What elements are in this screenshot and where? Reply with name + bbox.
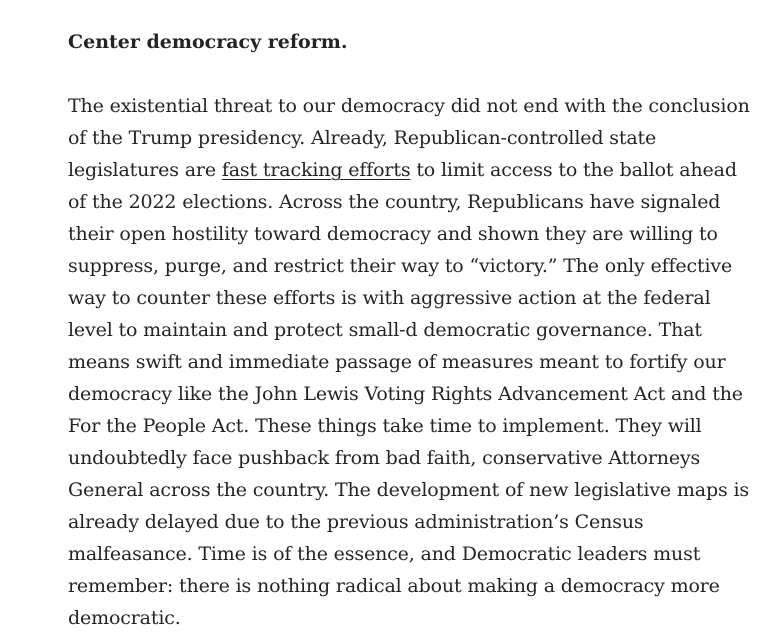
paragraph-rest-text: to limit access to the ballot ahead of the 2022 elections. Across the country, Republicans have signaled their open hostility toward democracy and shown they are willing to suppress, purge, and restrict their way to “victory.” The only effective way to counter these efforts is with aggressive action at the federal level to maintain and protect small-d democratic governance. That means swift and immediate passage of measures meant to fortify our democracy like the John Lewis Voting Rights Advancement Act and the For the People Act. These things take time to implement. They will undoubtedly face pushback from bad faith, conservative Attorneys General across the country. The development of new legislative maps is already delayed due to the previous administration’s Census malfeasance. Time is of the essence, and Democratic leaders must remember: there is nothing radical about making a democracy more democratic. [68, 159, 749, 629]
section-heading: Center democracy reform. [68, 31, 348, 53]
article-body [68, 26, 758, 634]
paragraph-lead-text: The existential threat to our democracy did not end with the conclusion of the Trump presidency. Already, Republican-controlled state legislatures are [68, 95, 750, 181]
body-paragraph [68, 90, 758, 634]
fast-tracking-efforts-link[interactable]: fast tracking efforts [221, 159, 411, 181]
